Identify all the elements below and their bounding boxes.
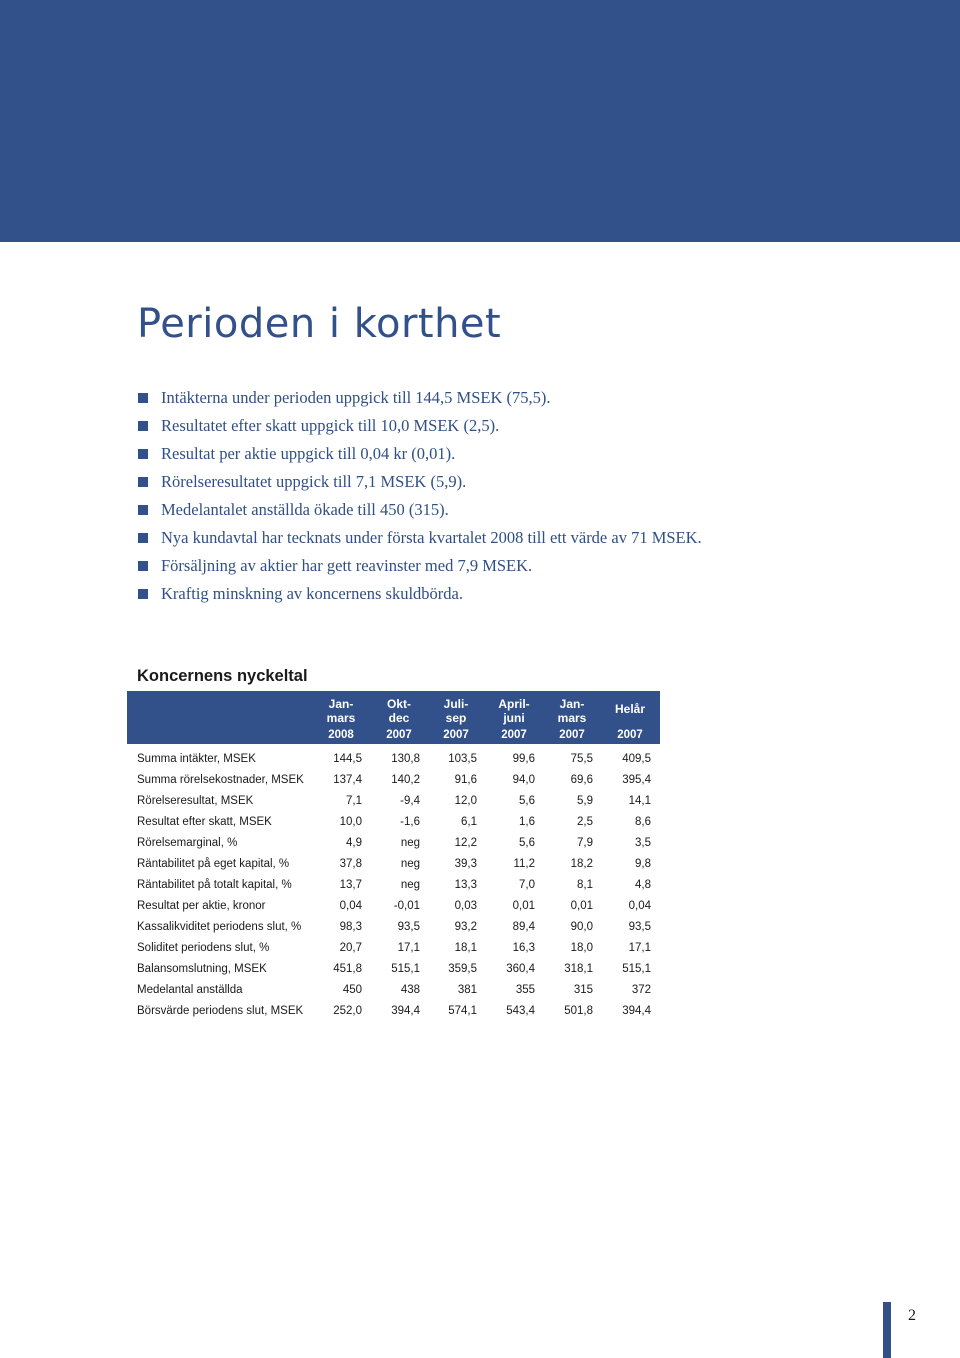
table-cell: 5,6 <box>519 795 535 807</box>
table-cell: neg <box>400 858 420 870</box>
highlight-item <box>137 580 702 608</box>
highlight-text: Rörelseresultatet uppgick till 7,1 MSEK (5,9). <box>161 472 467 491</box>
row-label: Kassalikviditet periodens slut, % <box>137 921 302 933</box>
table-cell: 11,2 <box>513 858 535 870</box>
table-cell: -1,6 <box>400 816 420 828</box>
highlight-item <box>137 524 702 552</box>
table-cell: 16,3 <box>512 942 535 954</box>
highlight-text: Nya kundavtal har tecknats under första kvartalet 2008 till ett värde av 71 MSEK. <box>161 528 702 547</box>
row-label: Räntabilitet på eget kapital, % <box>137 858 290 870</box>
column-header-line1: April- <box>498 697 530 711</box>
column-year: 2007 <box>559 729 585 741</box>
table-cell: 543,4 <box>506 1005 535 1017</box>
row-label: Rörelsemarginal, % <box>137 837 238 849</box>
table-row <box>137 875 660 896</box>
table-cell: 144,5 <box>333 753 362 765</box>
table-cell: 6,1 <box>461 816 477 828</box>
table-cell: 13,3 <box>454 879 477 891</box>
column-header-line2: juni <box>503 711 525 725</box>
table-row <box>137 812 660 833</box>
table-cell: 93,5 <box>628 921 651 933</box>
highlight-text: Intäkterna under perioden uppgick till 144,5 MSEK (75,5). <box>161 388 551 407</box>
column-year: 2007 <box>617 729 643 741</box>
table-cell: 93,5 <box>397 921 420 933</box>
table-cell: 137,4 <box>333 774 362 786</box>
column-year: 2007 <box>501 729 527 741</box>
column-header-line2: mars <box>557 711 587 725</box>
highlight-item <box>137 468 702 496</box>
column-header-line1: Helår <box>614 702 646 716</box>
table-row <box>137 854 660 875</box>
square-bullet-icon <box>138 449 148 459</box>
table-cell: 515,1 <box>622 963 651 975</box>
table-cell: 89,4 <box>512 921 535 933</box>
table-cell: 450 <box>342 984 362 996</box>
table-cell: 98,3 <box>339 921 362 933</box>
row-label: Summa rörelsekostnader, MSEK <box>137 774 304 786</box>
table-cell: 395,4 <box>622 774 651 786</box>
row-label: Räntabilitet på totalt kapital, % <box>137 879 292 891</box>
table-row <box>137 749 660 770</box>
highlight-item <box>137 496 702 524</box>
table-cell: neg <box>400 879 420 891</box>
table-cell: 18,2 <box>570 858 593 870</box>
page-number: 2 <box>908 1307 916 1324</box>
row-label: Summa intäkter, MSEK <box>137 753 256 765</box>
row-label: Börsvärde periodens slut, MSEK <box>137 1005 304 1017</box>
table-cell: 5,6 <box>519 837 535 849</box>
table-cell: 130,8 <box>391 753 420 765</box>
table-cell: 0,04 <box>628 900 651 912</box>
table-cell: 315 <box>573 984 593 996</box>
row-label: Resultat efter skatt, MSEK <box>137 816 272 828</box>
square-bullet-icon <box>138 477 148 487</box>
table-cell: 90,0 <box>570 921 593 933</box>
table-cell: 94,0 <box>512 774 535 786</box>
table-cell: 75,5 <box>570 753 593 765</box>
table-cell: -9,4 <box>400 795 420 807</box>
table-cell: 355 <box>515 984 535 996</box>
table-cell: 17,1 <box>397 942 420 954</box>
table-cell: 7,0 <box>519 879 535 891</box>
table-cell: 252,0 <box>333 1005 362 1017</box>
table-cell: 359,5 <box>448 963 477 975</box>
table-cell: 17,1 <box>628 942 651 954</box>
table-cell: 7,9 <box>577 837 593 849</box>
column-header-line1: Okt- <box>387 697 411 711</box>
table-cell: 4,8 <box>635 879 651 891</box>
table-cell: 3,5 <box>635 837 651 849</box>
table-cell: 574,1 <box>448 1005 477 1017</box>
highlight-text: Resultatet efter skatt uppgick till 10,0 MSEK (2,5). <box>161 416 500 435</box>
table-cell: 14,1 <box>628 795 651 807</box>
table-cell: 318,1 <box>564 963 593 975</box>
table-cell: 12,2 <box>454 837 477 849</box>
table-cell: 394,4 <box>391 1005 420 1017</box>
square-bullet-icon <box>138 589 148 599</box>
table-cell: 39,3 <box>454 858 477 870</box>
table-cell: 99,6 <box>512 753 535 765</box>
column-year: 2007 <box>386 729 412 741</box>
table-cell: 93,2 <box>454 921 477 933</box>
column-header-line2: dec <box>388 711 410 725</box>
table-row <box>137 938 660 959</box>
table-cell: 0,03 <box>454 900 477 912</box>
table-cell: 13,7 <box>339 879 362 891</box>
table-cell: 0,01 <box>570 900 593 912</box>
table-cell: 515,1 <box>391 963 420 975</box>
table-cell: 9,8 <box>635 858 651 870</box>
page-marker-bar <box>883 1302 891 1358</box>
table-row <box>137 917 660 938</box>
square-bullet-icon <box>138 533 148 543</box>
table-cell: 394,4 <box>622 1005 651 1017</box>
table-cell: 4,9 <box>346 837 362 849</box>
table-row <box>137 791 660 812</box>
table-cell: 20,7 <box>339 942 362 954</box>
highlight-item <box>137 440 702 468</box>
table-cell: 1,6 <box>519 816 535 828</box>
table-header <box>127 691 660 744</box>
table-row <box>137 770 660 791</box>
table-cell: 381 <box>457 984 477 996</box>
table-row <box>137 980 660 1001</box>
square-bullet-icon <box>138 561 148 571</box>
table-cell: 372 <box>631 984 651 996</box>
column-year: 2007 <box>443 729 469 741</box>
highlight-item <box>137 384 702 412</box>
table-cell: neg <box>400 837 420 849</box>
page-title: Perioden i korthet <box>137 301 502 347</box>
table-row <box>137 1001 660 1022</box>
table-cell: 12,0 <box>454 795 477 807</box>
table-cell: 0,01 <box>512 900 535 912</box>
row-label: Soliditet periodens slut, % <box>137 942 270 954</box>
table-cell: 5,9 <box>577 795 593 807</box>
table-cell: 451,8 <box>333 963 362 975</box>
table-cell: 18,1 <box>454 942 477 954</box>
table-cell: 8,6 <box>635 816 651 828</box>
table-cell: 409,5 <box>622 753 651 765</box>
column-year: 2008 <box>328 729 354 741</box>
highlights-list <box>137 384 702 608</box>
table-cell: 501,8 <box>564 1005 593 1017</box>
square-bullet-icon <box>138 393 148 403</box>
table-heading: Koncernens nyckeltal <box>137 667 308 685</box>
table-cell: 69,6 <box>570 774 593 786</box>
row-label: Medelantal anställda <box>137 984 243 996</box>
column-header-line2: sep <box>445 711 467 725</box>
row-label: Rörelseresultat, MSEK <box>137 795 254 807</box>
table-cell: 7,1 <box>346 795 362 807</box>
table-cell: 103,5 <box>448 753 477 765</box>
table-cell: 140,2 <box>391 774 420 786</box>
table-cell: 91,6 <box>454 774 477 786</box>
top-banner <box>0 0 960 242</box>
table-cell: 37,8 <box>339 858 362 870</box>
square-bullet-icon <box>138 421 148 431</box>
table-cell: 10,0 <box>339 816 362 828</box>
key-figures-table <box>137 749 660 1022</box>
table-cell: 438 <box>400 984 420 996</box>
table-row <box>137 896 660 917</box>
column-header-line1: Jan- <box>328 697 354 711</box>
table-cell: 360,4 <box>506 963 535 975</box>
highlight-item <box>137 412 702 440</box>
highlight-text: Försäljning av aktier har gett reavinster med 7,9 MSEK. <box>161 556 533 575</box>
column-header-line1: Juli- <box>443 697 469 711</box>
table-cell: -0,01 <box>393 900 420 912</box>
table-row <box>137 833 660 854</box>
table-cell: 8,1 <box>577 879 593 891</box>
column-header-line2: mars <box>326 711 356 725</box>
table-cell: 2,5 <box>577 816 593 828</box>
table-cell: 18,0 <box>570 942 593 954</box>
highlight-text: Resultat per aktie uppgick till 0,04 kr (0,01). <box>161 444 456 463</box>
table-row <box>137 959 660 980</box>
row-label: Resultat per aktie, kronor <box>137 900 266 912</box>
highlight-text: Kraftig minskning av koncernens skuldbörda. <box>161 584 463 603</box>
column-header-line1: Jan- <box>559 697 585 711</box>
square-bullet-icon <box>138 505 148 515</box>
highlight-item <box>137 552 702 580</box>
column-header-helar-2007 <box>595 702 665 716</box>
row-label: Balansomslutning, MSEK <box>137 963 267 975</box>
highlight-text: Medelantalet anställda ökade till 450 (315). <box>161 500 449 519</box>
table-cell: 0,04 <box>339 900 362 912</box>
